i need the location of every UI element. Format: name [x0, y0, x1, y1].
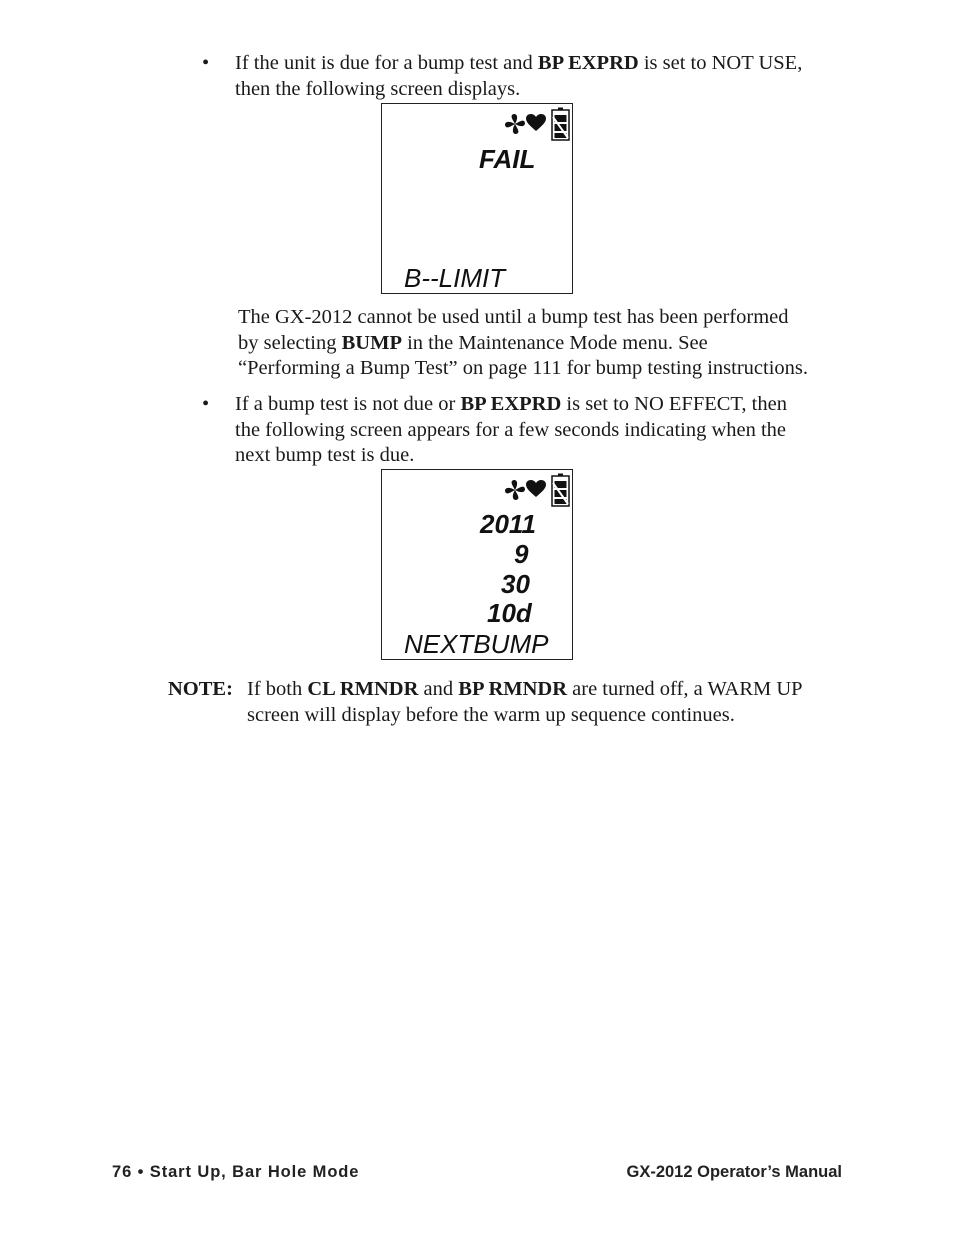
text: The GX-2012 cannot be used until a bump test has been performed [238, 306, 789, 328]
text: “Performing a Bump Test” on page 111 for bump testing instructions. [238, 357, 809, 379]
paragraph-bump-not-due [235, 392, 787, 469]
text: next bump test is due. [235, 444, 415, 466]
term-cl-rmndr: CL RMNDR [307, 678, 419, 700]
text: If the unit is due for a bump test and [235, 52, 538, 74]
heart-icon [526, 114, 546, 131]
bullet: • [202, 393, 210, 415]
text: If both [247, 678, 308, 700]
battery-icon [552, 474, 569, 507]
heart-icon [526, 480, 546, 497]
text: and [418, 678, 459, 700]
term-bp-exprd: BP EXPRD [537, 52, 639, 74]
days-left-text: 10d [487, 598, 532, 628]
battery-icon [552, 108, 569, 141]
status-icons [505, 107, 571, 141]
note-label: NOTE: [168, 678, 233, 700]
note-text [247, 677, 803, 728]
status-icons [505, 473, 571, 507]
nextbump-text: NEXTBUMP [404, 629, 549, 659]
text: is set to NOT USE, [638, 52, 803, 74]
paragraph-bump-due [235, 51, 802, 102]
footer-manual-title: GX-2012 Operator’s Manual [626, 1163, 842, 1181]
text: in the Maintenance Mode menu. See [401, 331, 708, 354]
month-text: 9 [514, 539, 529, 569]
term-bump: BUMP [341, 331, 402, 354]
fail-text: FAIL [479, 144, 536, 174]
year-text: 2011 [480, 509, 536, 539]
lcd-screen-nextbump [381, 469, 573, 660]
footer-page-section: 76 • Start Up, Bar Hole Mode [112, 1163, 360, 1181]
text: If a bump test is not due or [235, 393, 461, 415]
fan-icon [505, 480, 525, 500]
fan-icon [505, 114, 525, 134]
text: screen will display before the warm up sequence continues. [247, 703, 735, 726]
b-limit-text: B--LIMIT [404, 263, 506, 293]
text: then the following screen displays. [235, 77, 521, 100]
text: is set to NO EFFECT, then [561, 393, 787, 415]
day-text: 30 [501, 569, 530, 599]
term-bp-rmndr: BP RMNDR [458, 678, 568, 700]
bullet: • [202, 52, 210, 74]
text: the following screen appears for a few seconds indicating when the [235, 418, 787, 441]
paragraph-cannot-use [238, 305, 808, 382]
text: are turned off, a WARM UP [567, 678, 803, 700]
lcd-screen-fail [381, 103, 573, 294]
text: by selecting [238, 331, 342, 354]
term-bp-exprd: BP EXPRD [460, 393, 562, 415]
